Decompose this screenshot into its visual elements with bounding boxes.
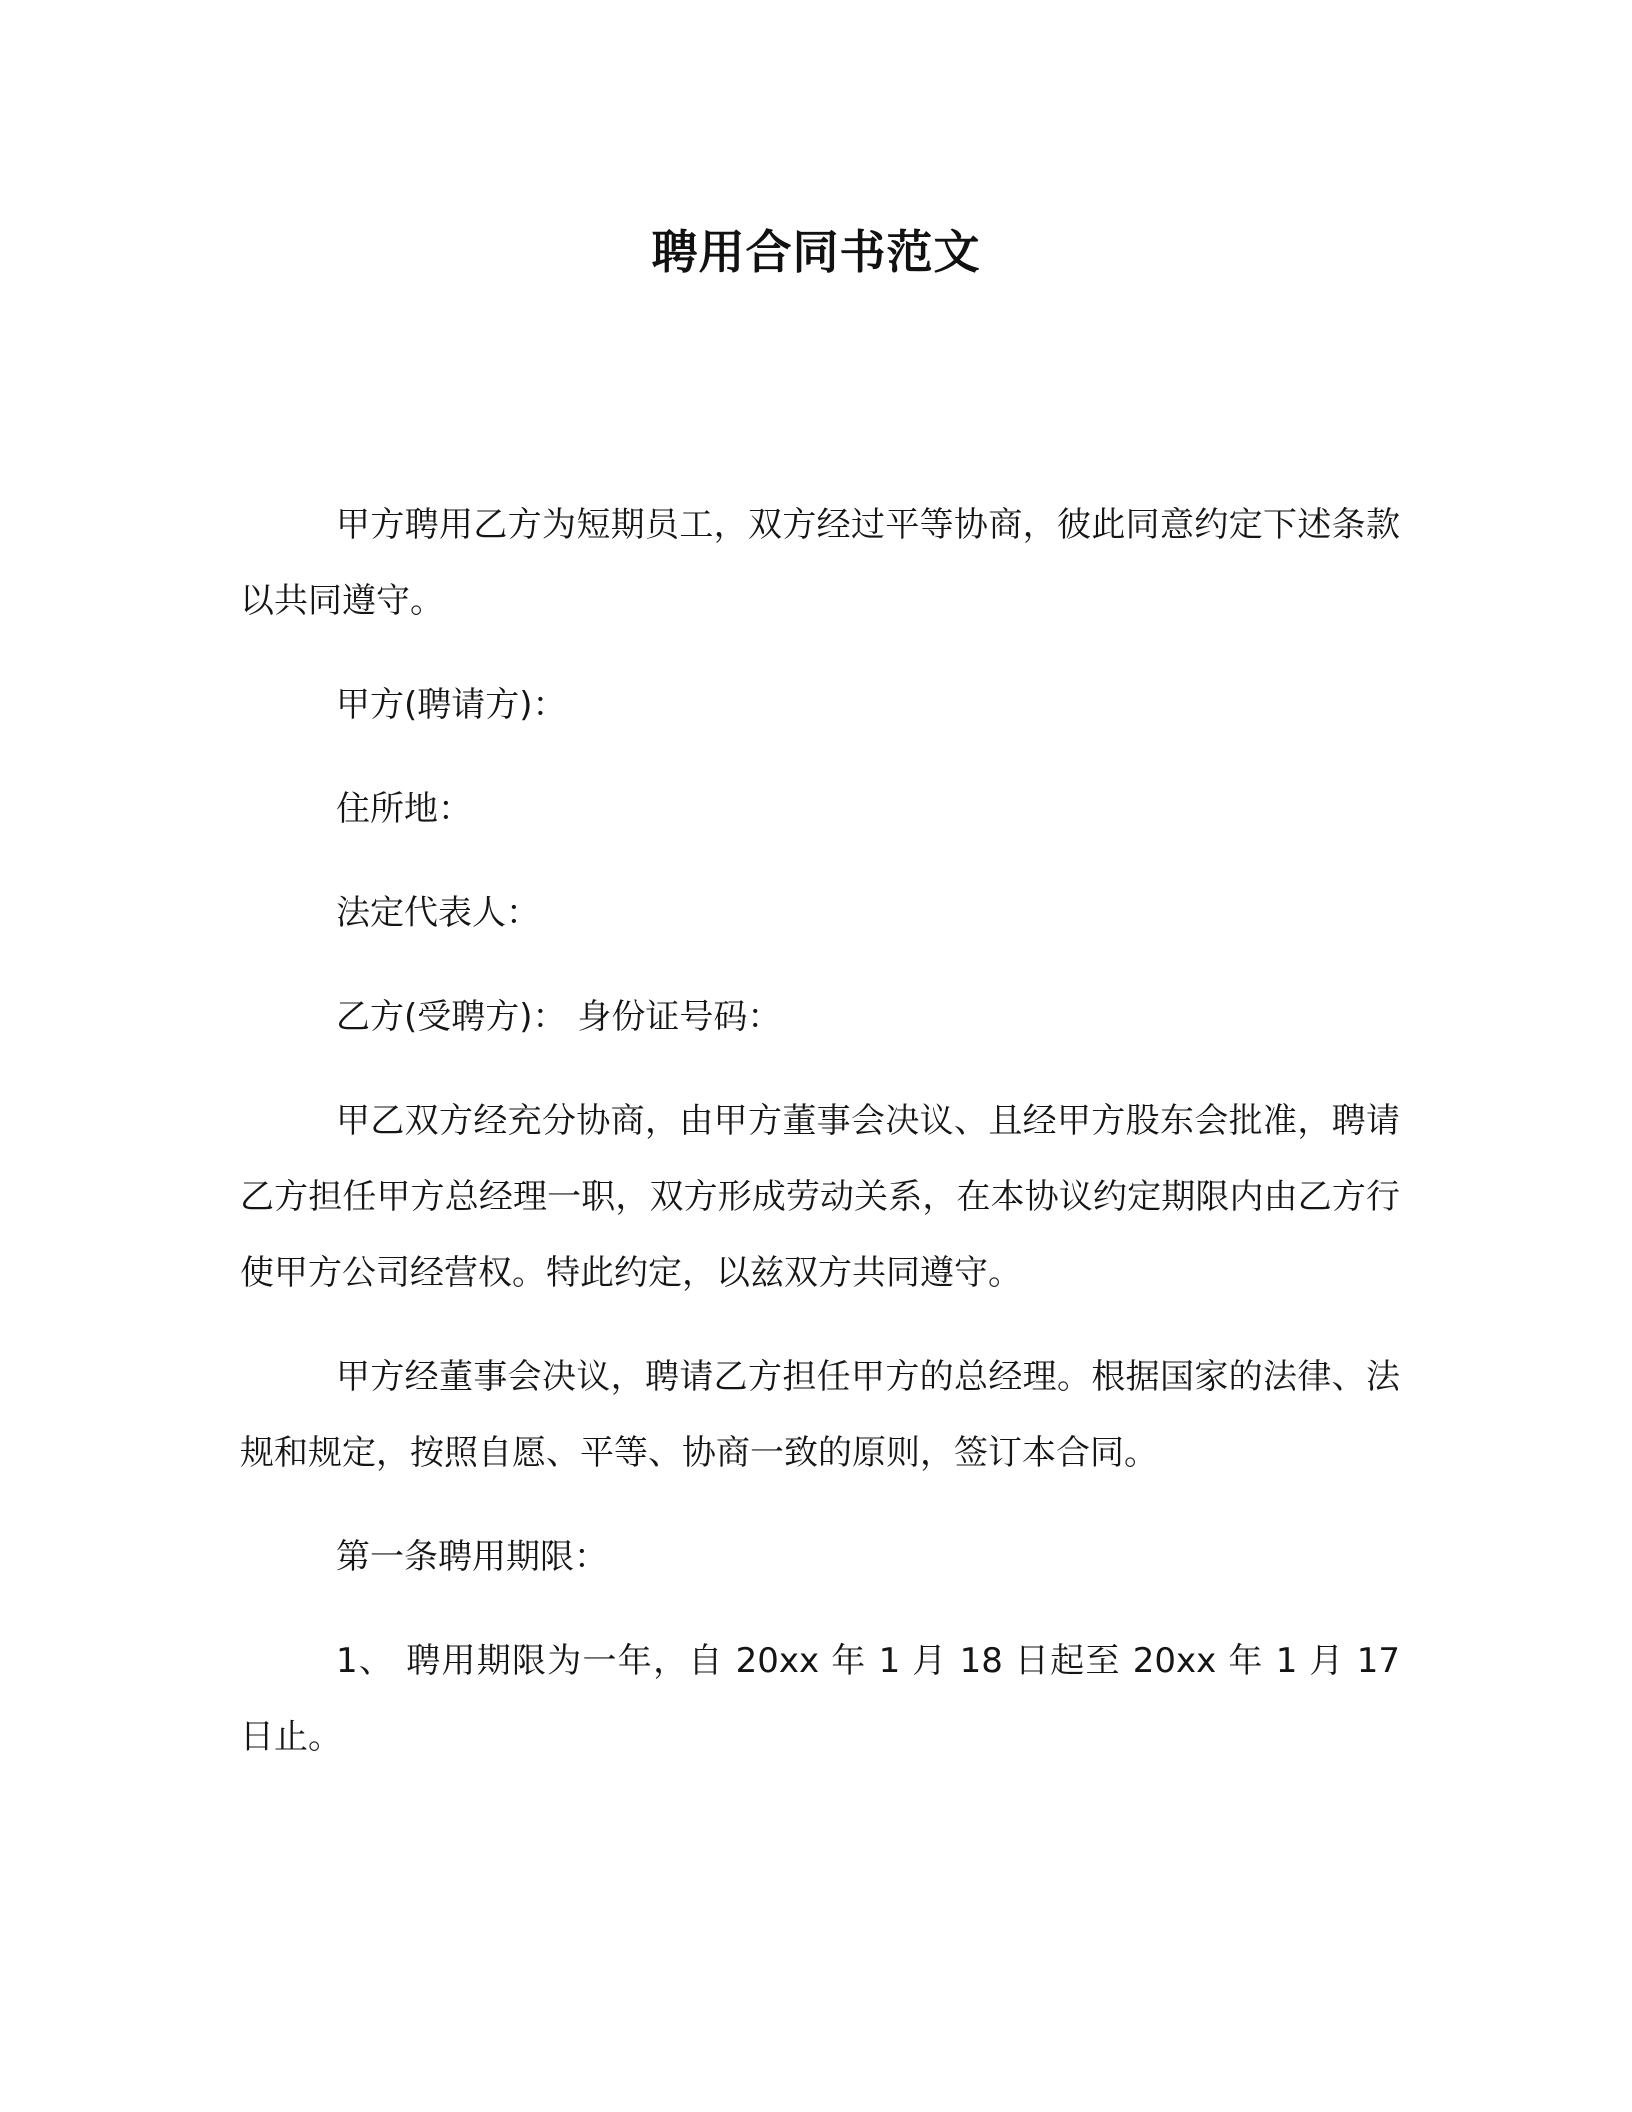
- address-label: 住所地：: [336, 789, 472, 829]
- party-a-label: 甲方(聘请方)：: [336, 685, 567, 725]
- contract-basis-paragraph: 甲方经董事会决议，聘请乙方担任甲方的总经理。根据国家的法律、法规和规定，按照自愿、平等、协商一致的原则，签订本合同。: [240, 1357, 1400, 1473]
- article-one-heading: 第一条聘用期限：: [336, 1537, 608, 1577]
- intro-paragraph: 甲方聘用乙方为短期员工，双方经过平等协商，彼此同意约定下述条款以共同遵守。: [240, 505, 1400, 621]
- party-b-label: 乙方(受聘方)： 身份证号码：: [336, 997, 782, 1037]
- legal-representative-label: 法定代表人：: [336, 893, 540, 933]
- term-clause: 1、 聘用期限为一年，自 20xx 年 1 月 18 日起至 20xx 年 1 月 17 日止。: [240, 1641, 1400, 1757]
- document-body: [240, 487, 1400, 1803]
- agreement-paragraph: 甲乙双方经充分协商，由甲方董事会决议、且经甲方股东会批准，聘请乙方担任甲方总经理一职，双方形成劳动关系，在本协议约定期限内由乙方行使甲方公司经营权。特此约定，以兹双方共同遵守。: [240, 1101, 1400, 1293]
- document-title: 聘用合同书范文: [651, 225, 981, 279]
